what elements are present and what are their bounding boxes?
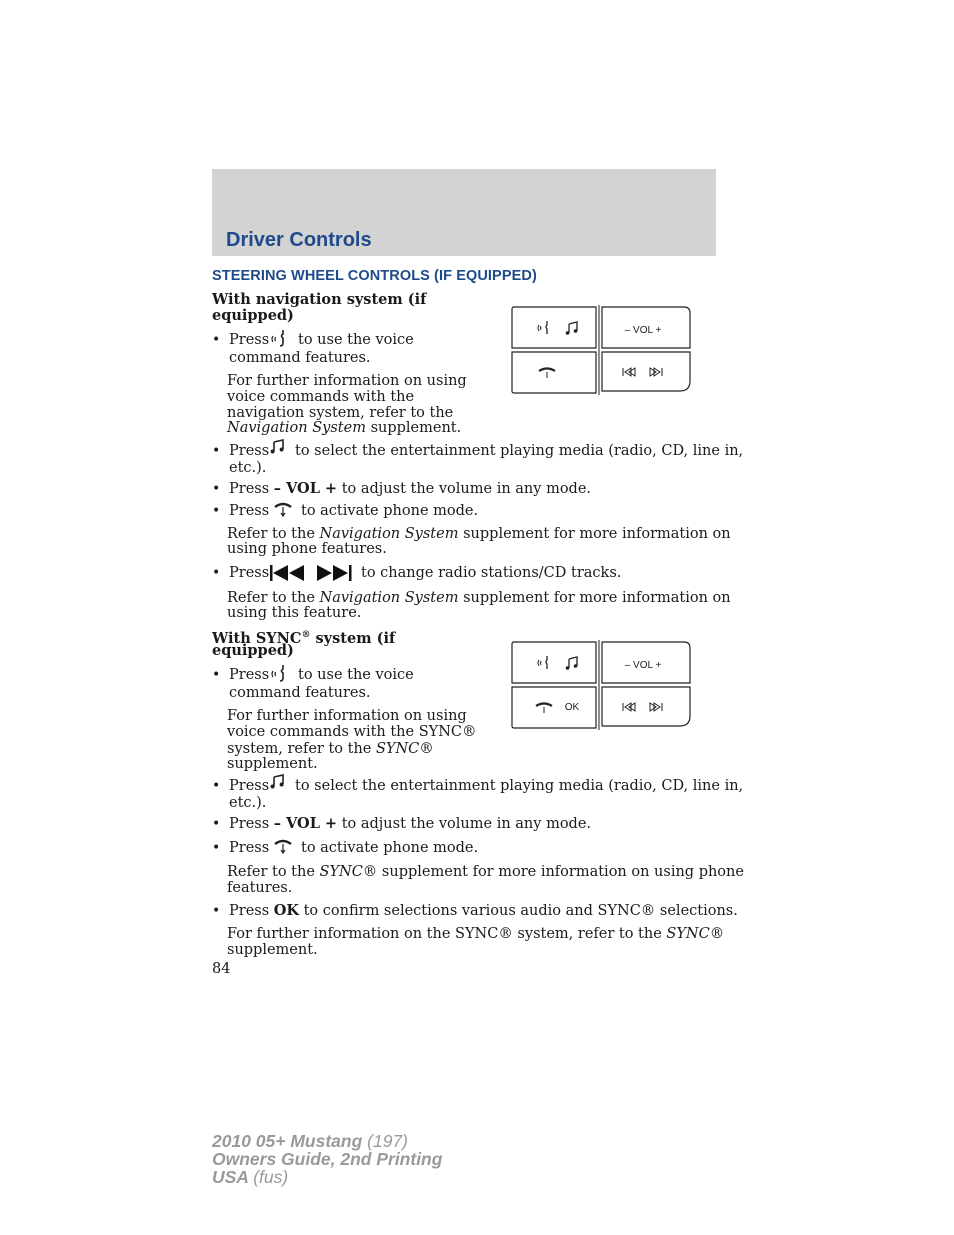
section-heading: STEERING WHEEL CONTROLS (IF EQUIPPED) bbox=[212, 268, 537, 284]
seek-forward-icon bbox=[314, 563, 354, 583]
sync-further-italic: SYNC® bbox=[666, 926, 725, 942]
nav-voice-press: Press bbox=[229, 332, 270, 348]
nav-ref1-tail: supplement for more information on bbox=[463, 526, 731, 542]
voice-icon bbox=[270, 328, 290, 348]
sync-ref-lead: Refer to the bbox=[227, 864, 315, 880]
header-band bbox=[212, 169, 716, 256]
nav-ref1-italic: Navigation System bbox=[319, 526, 459, 542]
sync-further-line1 bbox=[227, 926, 724, 942]
footer-model: 2010 05+ Mustang bbox=[212, 1131, 363, 1151]
bullet: • bbox=[212, 840, 221, 856]
document-footer bbox=[212, 1132, 442, 1186]
footer-line2: Owners Guide, 2nd Printing bbox=[212, 1149, 443, 1169]
nav-voice-text-line2: command features. bbox=[229, 350, 371, 366]
phone-icon bbox=[272, 838, 294, 854]
music-note-icon bbox=[270, 439, 286, 455]
nav-info-line4 bbox=[227, 420, 461, 436]
sync-subheading-tail: system (if bbox=[315, 629, 396, 647]
nav-media-press: Press bbox=[229, 443, 270, 459]
sync-vol-text: to adjust the volume in any mode. bbox=[341, 816, 592, 832]
sync-ref-tail: supplement for more information on using phone bbox=[381, 864, 744, 880]
bullet: • bbox=[212, 503, 221, 519]
bullet: • bbox=[212, 667, 221, 683]
bullet: • bbox=[212, 903, 221, 919]
sync-media-text: to select the entertainment playing media (radio, CD, line in, bbox=[295, 778, 744, 794]
sync-info-italic: SYNC® bbox=[375, 741, 434, 757]
nav-seek-text: to change radio stations/CD tracks. bbox=[361, 565, 622, 581]
voice-icon bbox=[270, 663, 290, 683]
sync-subheading-lead: With SYNC bbox=[212, 629, 302, 647]
sync-ref-line1 bbox=[227, 864, 744, 880]
nav-vol-text: to adjust the volume in any mode. bbox=[341, 481, 592, 497]
nav-subheading-line2: equipped) bbox=[212, 307, 294, 324]
bullet: • bbox=[212, 443, 221, 459]
nav-ref2-tail: supplement for more information on bbox=[463, 590, 731, 606]
bullet: • bbox=[212, 778, 221, 794]
sync-ref-line2: features. bbox=[227, 880, 293, 896]
footer-region: USA bbox=[212, 1167, 249, 1187]
sync-voice-text-line2: command features. bbox=[229, 685, 371, 701]
sync-info-lead: system, refer to the bbox=[227, 741, 372, 757]
sync-further-lead: For further information on the SYNC® system, refer to the bbox=[227, 926, 662, 942]
nav-ref2-line1 bbox=[227, 590, 731, 606]
nav-ref1-line2: using phone features. bbox=[227, 541, 387, 557]
nav-ref1-lead: Refer to the bbox=[227, 526, 315, 542]
bullet: • bbox=[212, 481, 221, 497]
sync-info-line2: voice commands with the SYNC® bbox=[227, 724, 477, 740]
nav-seek-press: Press bbox=[229, 565, 270, 581]
nav-steering-controls-diagram bbox=[510, 305, 694, 397]
seek-back-icon bbox=[268, 563, 308, 583]
page-number: 84 bbox=[212, 961, 231, 977]
registered-mark: ® bbox=[301, 630, 311, 640]
sync-vol-press: Press bbox=[229, 816, 270, 832]
nav-info-line3: navigation system, refer to the bbox=[227, 405, 454, 421]
sync-steering-controls-diagram bbox=[510, 640, 694, 732]
page-title: Driver Controls bbox=[226, 229, 372, 251]
nav-voice-text: to use the voice bbox=[298, 332, 414, 348]
sync-media-text-line2: etc.). bbox=[229, 795, 267, 811]
nav-phone-press: Press bbox=[229, 503, 270, 519]
nav-vol-press: Press bbox=[229, 481, 270, 497]
nav-media-text-line2: etc.). bbox=[229, 460, 267, 476]
nav-ref2-line2: using this feature. bbox=[227, 605, 362, 621]
sync-ok-text: to confirm selections various audio and SYNC® selections. bbox=[303, 903, 738, 919]
sync-vol-label: – VOL + bbox=[273, 815, 338, 832]
sync-media-press: Press bbox=[229, 778, 270, 794]
sync-ok-line bbox=[229, 903, 738, 919]
bullet: • bbox=[212, 332, 221, 348]
sync-ok-press: Press bbox=[229, 903, 270, 919]
nav-ref1-line1 bbox=[227, 526, 731, 542]
nav-ref2-italic: Navigation System bbox=[319, 590, 459, 606]
music-note-icon bbox=[270, 774, 286, 790]
sync-ref-italic: SYNC® bbox=[319, 864, 378, 880]
nav-media-text: to select the entertainment playing media (radio, CD, line in, bbox=[295, 443, 744, 459]
sync-phone-press: Press bbox=[229, 840, 270, 856]
nav-diagram-vol-label: – VOL + bbox=[624, 325, 662, 336]
sync-info-line4: supplement. bbox=[227, 756, 318, 772]
nav-info-line2: voice commands with the bbox=[227, 389, 415, 405]
footer-model-code: (197) bbox=[367, 1131, 409, 1151]
sync-voice-press: Press bbox=[229, 667, 270, 683]
nav-info-ref-tail: supplement. bbox=[370, 420, 462, 436]
sync-phone-text: to activate phone mode. bbox=[301, 840, 479, 856]
phone-icon bbox=[272, 501, 294, 517]
nav-phone-text: to activate phone mode. bbox=[301, 503, 479, 519]
footer-line1 bbox=[212, 1132, 442, 1150]
nav-subheading-line1: With navigation system (if bbox=[212, 291, 427, 308]
sync-further-line2: supplement. bbox=[227, 942, 318, 958]
sync-info-line3 bbox=[227, 741, 434, 757]
sync-info-line1: For further information on using bbox=[227, 708, 467, 724]
nav-info-ref-italic: Navigation System bbox=[227, 420, 366, 436]
bullet: • bbox=[212, 816, 221, 832]
footer-region-code: (fus) bbox=[253, 1167, 289, 1187]
sync-diagram-vol-label: – VOL + bbox=[624, 660, 662, 671]
nav-vol-line bbox=[229, 481, 591, 497]
nav-ref2-lead: Refer to the bbox=[227, 590, 315, 606]
nav-info-line1: For further information on using bbox=[227, 373, 467, 389]
nav-vol-label: – VOL + bbox=[273, 480, 338, 497]
sync-diagram-ok-label: OK bbox=[564, 702, 580, 713]
sync-subheading-line2: equipped) bbox=[212, 642, 294, 659]
sync-voice-text: to use the voice bbox=[298, 667, 414, 683]
bullet: • bbox=[212, 565, 221, 581]
sync-vol-line bbox=[229, 816, 591, 832]
sync-ok-label: OK bbox=[273, 902, 299, 919]
footer-line3 bbox=[212, 1168, 442, 1186]
